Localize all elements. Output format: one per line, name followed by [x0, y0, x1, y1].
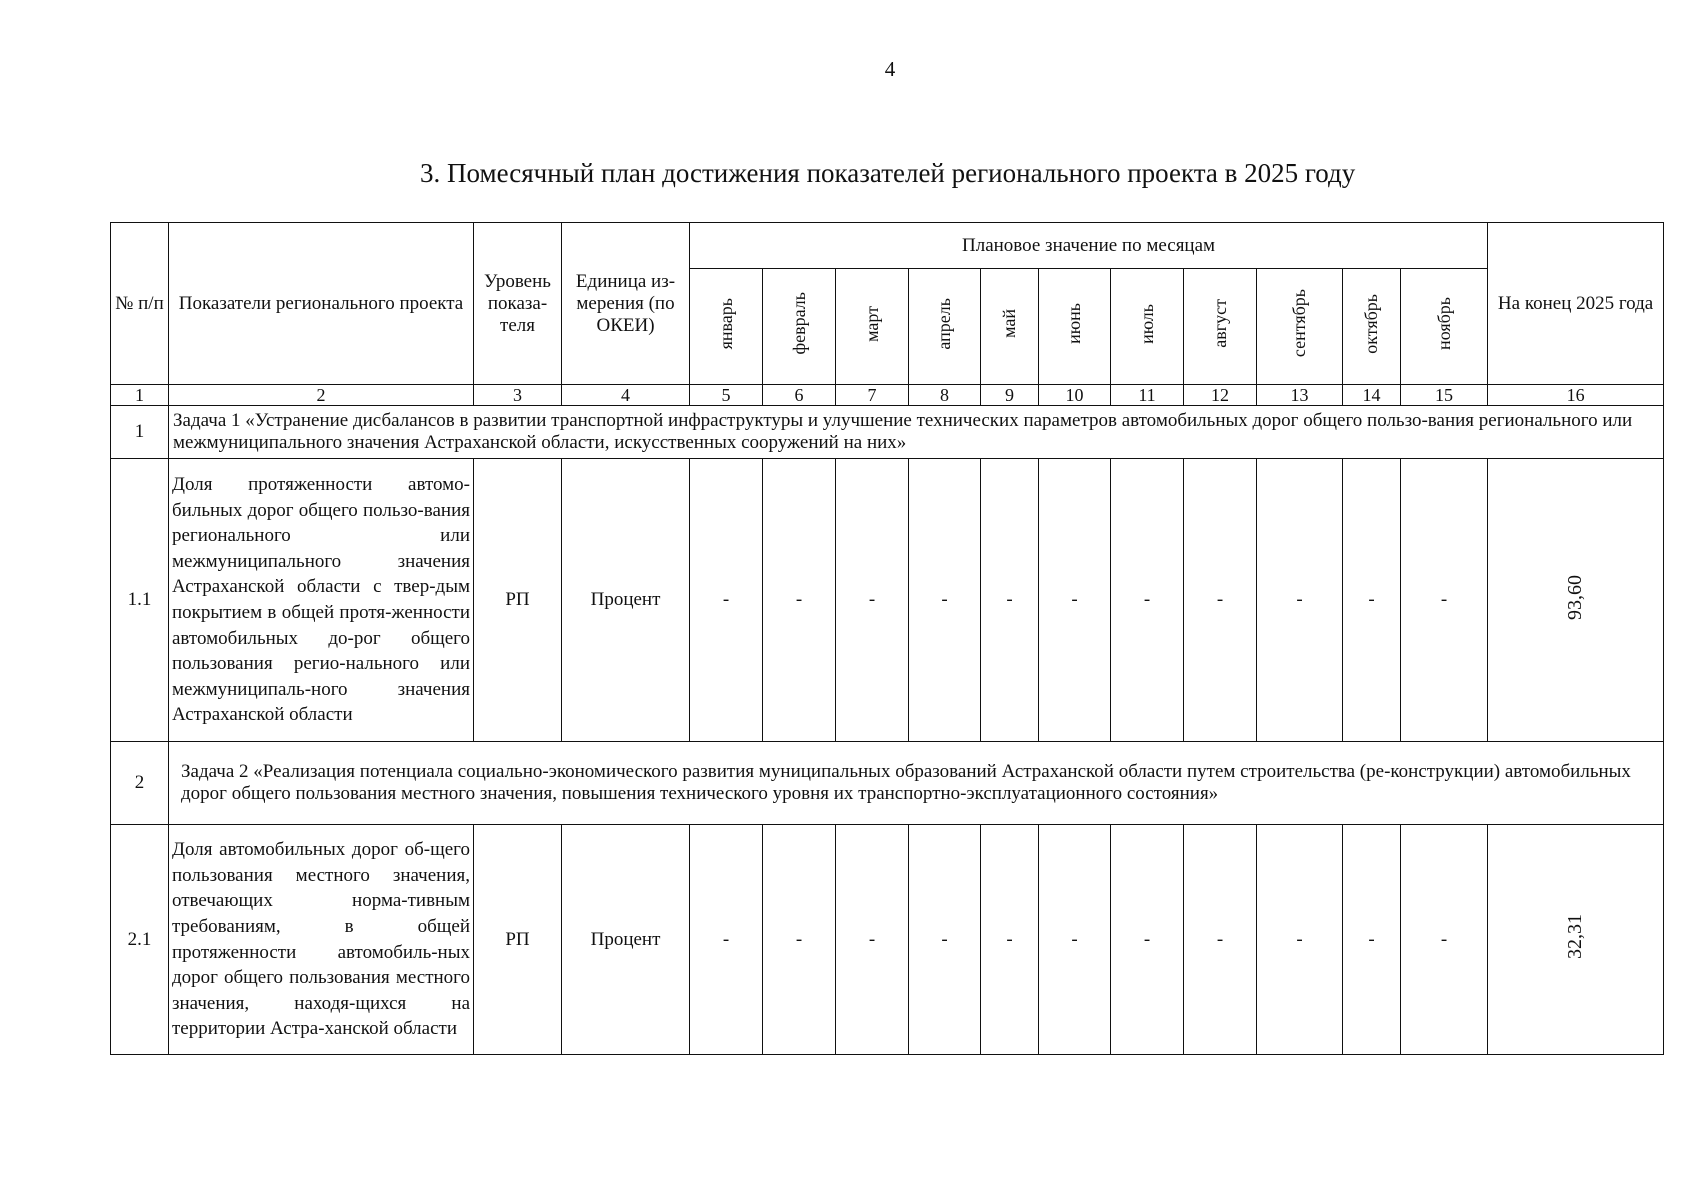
column-number: 9: [981, 385, 1039, 406]
row-number: 2: [111, 742, 169, 825]
task-row: [111, 742, 1664, 825]
header-month: ноябрь: [1401, 269, 1488, 385]
column-number-row: [111, 385, 1664, 406]
month-value: -: [981, 825, 1039, 1055]
indicator-text: Доля протяженности автомо-бильных дорог общего пользо-вания регионального или межмуниципального значения Астраханской области с твер-дым покрытием в общей протя-женности автомобильных до-рог общего пользования регио-нального или межмуниципаль-ного значения Астраханской области: [169, 459, 474, 742]
month-value: -: [909, 459, 981, 742]
month-value: -: [690, 459, 763, 742]
indicator-unit: Процент: [562, 459, 690, 742]
month-value: -: [1401, 825, 1488, 1055]
header-month: май: [981, 269, 1039, 385]
column-number: 11: [1111, 385, 1184, 406]
header-month: сентябрь: [1257, 269, 1343, 385]
indicator-unit: Процент: [562, 825, 690, 1055]
indicator-level: РП: [474, 459, 562, 742]
header-level: Уровень показа- теля: [474, 223, 562, 385]
column-number: 16: [1488, 385, 1664, 406]
column-number: 5: [690, 385, 763, 406]
column-number: 8: [909, 385, 981, 406]
column-number: 4: [562, 385, 690, 406]
header-planned-by-month: Плановое значение по месяцам: [690, 223, 1488, 269]
column-number: 12: [1184, 385, 1257, 406]
header-num: № п/п: [111, 223, 169, 385]
header-month: март: [836, 269, 909, 385]
column-number: 3: [474, 385, 562, 406]
header-unit: Единица из- мерения (по ОКЕИ): [562, 223, 690, 385]
row-number: 1.1: [111, 459, 169, 742]
end-of-year-value: 93,60: [1488, 459, 1664, 742]
header-month: июль: [1111, 269, 1184, 385]
month-value: -: [690, 825, 763, 1055]
header-indicator: Показатели регионального проекта: [169, 223, 474, 385]
month-value: -: [1257, 825, 1343, 1055]
column-number: 14: [1343, 385, 1401, 406]
month-value: -: [1111, 825, 1184, 1055]
column-number: 2: [169, 385, 474, 406]
month-value: -: [836, 825, 909, 1055]
row-number: 2.1: [111, 825, 169, 1055]
month-value: -: [1184, 459, 1257, 742]
task-row: [111, 406, 1664, 459]
column-number: 10: [1039, 385, 1111, 406]
month-value: -: [763, 459, 836, 742]
header-month: апрель: [909, 269, 981, 385]
column-number: 7: [836, 385, 909, 406]
monthly-plan-table: [110, 222, 1664, 1055]
month-value: -: [909, 825, 981, 1055]
month-value: -: [1343, 825, 1401, 1055]
month-value: -: [1257, 459, 1343, 742]
page-number: 4: [884, 57, 896, 81]
document-title: 3. Помесячный план достижения показателей регионального проекта в 2025 году: [420, 158, 1356, 188]
header-end-of-year: На конец 2025 года: [1488, 223, 1664, 385]
indicator-row: [111, 459, 1664, 742]
month-value: -: [1039, 459, 1111, 742]
column-number: 1: [111, 385, 169, 406]
row-number: 1: [111, 406, 169, 459]
indicator-row: [111, 825, 1664, 1055]
column-number: 15: [1401, 385, 1488, 406]
header-month: август: [1184, 269, 1257, 385]
month-value: -: [763, 825, 836, 1055]
month-value: -: [1111, 459, 1184, 742]
end-of-year-value: 32,31: [1488, 825, 1664, 1055]
header-month: июнь: [1039, 269, 1111, 385]
month-value: -: [836, 459, 909, 742]
column-number: 6: [763, 385, 836, 406]
task-text: Задача 1 «Устранение дисбалансов в развитии транспортной инфраструктуры и улучшение технических параметров автомобильных дорог общего пользо-вания регионального или межмуниципального значения Астраханской области, искусственных сооружений на них»: [169, 406, 1664, 459]
month-value: -: [981, 459, 1039, 742]
month-value: -: [1401, 459, 1488, 742]
month-value: -: [1039, 825, 1111, 1055]
header-month: октябрь: [1343, 269, 1401, 385]
month-value: -: [1184, 825, 1257, 1055]
header-month: февраль: [763, 269, 836, 385]
indicator-text: Доля автомобильных дорог об-щего пользования местного значения, отвечающих норма-тивным требованиям, в общей протяженности автомобиль-ных дорог общего пользования местного значения, находя-щихся на территории Астра-ханской области: [169, 825, 474, 1055]
column-number: 13: [1257, 385, 1343, 406]
month-value: -: [1343, 459, 1401, 742]
header-month: январь: [690, 269, 763, 385]
task-text: Задача 2 «Реализация потенциала социально-экономического развития муниципальных образований Астраханской области путем строительства (ре-конструкции) автомобильных дорог общего пользования местного значения, повышения технического уровня их транспортно-эксплуатационного состояния»: [169, 742, 1664, 825]
indicator-level: РП: [474, 825, 562, 1055]
